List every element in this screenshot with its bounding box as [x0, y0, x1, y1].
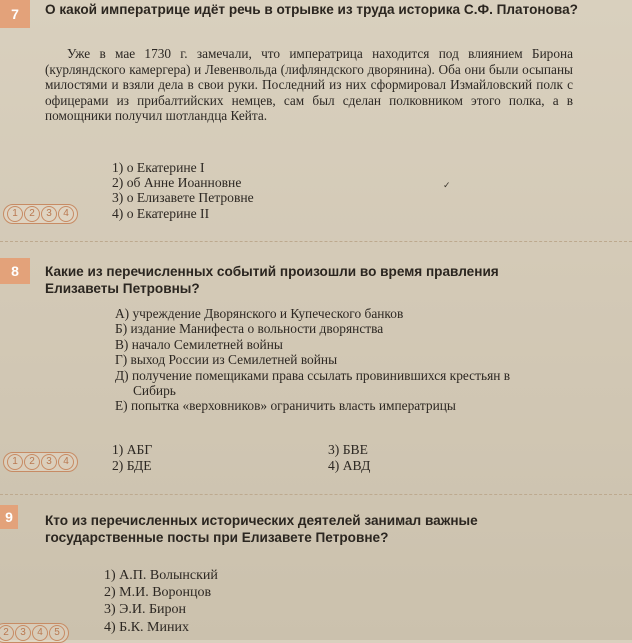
answer-circle[interactable]: 3: [41, 206, 57, 222]
question-8-answer-2: 2) БДЕ: [112, 458, 152, 473]
answer-circle[interactable]: 3: [41, 454, 57, 470]
answer-circle[interactable]: 4: [58, 454, 74, 470]
question-7-passage: Уже в мае 1730 г. замечали, что императрица находится под влиянием Бирона (курляндского камергера) и Левенвольда (лифляндского дворянина). Оба они были осыпаны милостями и взяли дела в свои руки. Последний из них сформировал Измайловский полк с офицерами из прибалтийских немцев, сам был сделан полковником этого полка, а в помощники получил шотландца Кейта.: [45, 46, 573, 123]
question-9-option-4: 4) Б.К. Миних: [104, 619, 189, 635]
question-7-option-4: 4) о Екатерине II: [112, 205, 210, 221]
answer-circle[interactable]: 2: [24, 454, 40, 470]
section-divider: [0, 241, 632, 242]
question-7-option-2: 2) об Анне Иоанновне: [112, 175, 242, 191]
answer-circle[interactable]: 4: [58, 206, 74, 222]
question-8-event-c: В) начало Семилетней войны: [115, 336, 283, 352]
answer-circle[interactable]: 1: [7, 206, 23, 222]
question-8-number: 8: [0, 258, 30, 284]
answer-circle[interactable]: 2: [24, 206, 40, 222]
question-9-option-2: 2) М.И. Воронцов: [104, 585, 212, 601]
question-8-events: [115, 306, 555, 414]
question-8-answer-4: 4) АВД: [328, 458, 371, 473]
question-7-answer-circles: [3, 204, 78, 224]
question-9-answer-circles: [0, 623, 69, 643]
question-8-event-a: А) учреждение Дворянского и Купеческого банков: [115, 306, 404, 321]
question-8-event-b: Б) издание Манифеста о вольности дворянства: [115, 321, 384, 337]
answer-circle[interactable]: 2: [0, 625, 14, 641]
answer-circle[interactable]: 4: [32, 625, 48, 641]
question-8-event-d: Г) выход России из Семилетней войны: [115, 352, 338, 368]
question-8-text: Какие из перечисленных событий произошли во время правления Елизаветы Петровны?: [45, 264, 499, 296]
question-8-answer-3: 3) БВЕ: [328, 442, 368, 457]
question-7-text: О какой императрице идёт речь в отрывке из труда историка С.Ф. Платонова?: [45, 2, 578, 17]
pencil-tick-mark: ✓: [443, 180, 451, 190]
question-8-answer-circles: [3, 452, 78, 472]
question-7-number: 7: [0, 0, 30, 28]
answer-circle[interactable]: 3: [15, 625, 31, 641]
question-8-event-e: Д) получение помещиками права ссылать провинившихся крестьян в Сибирь: [115, 367, 511, 399]
question-7-option-1: 1) о Екатерине I: [112, 160, 205, 175]
question-8-answers: [112, 442, 442, 474]
question-9-text: Кто из перечисленных исторических деятелей занимал важные государственные посты при Елизавете Петровне?: [45, 513, 478, 545]
question-7-options: [112, 160, 254, 221]
answer-circle[interactable]: 5: [49, 625, 65, 641]
section-divider: [0, 494, 632, 495]
question-8-event-f: Е) попытка «верховников» ограничить власть императрицы: [115, 398, 456, 414]
question-8-answer-1: 1) АБГ: [112, 442, 153, 457]
question-7-option-3: 3) о Елизавете Петровне: [112, 190, 254, 206]
question-9-option-1: 1) А.П. Волынский: [104, 568, 218, 583]
question-9-number: 9: [0, 505, 18, 529]
answer-circle[interactable]: 1: [7, 454, 23, 470]
question-9-option-3: 3) Э.И. Бирон: [104, 602, 187, 618]
question-9-options: [104, 567, 218, 636]
